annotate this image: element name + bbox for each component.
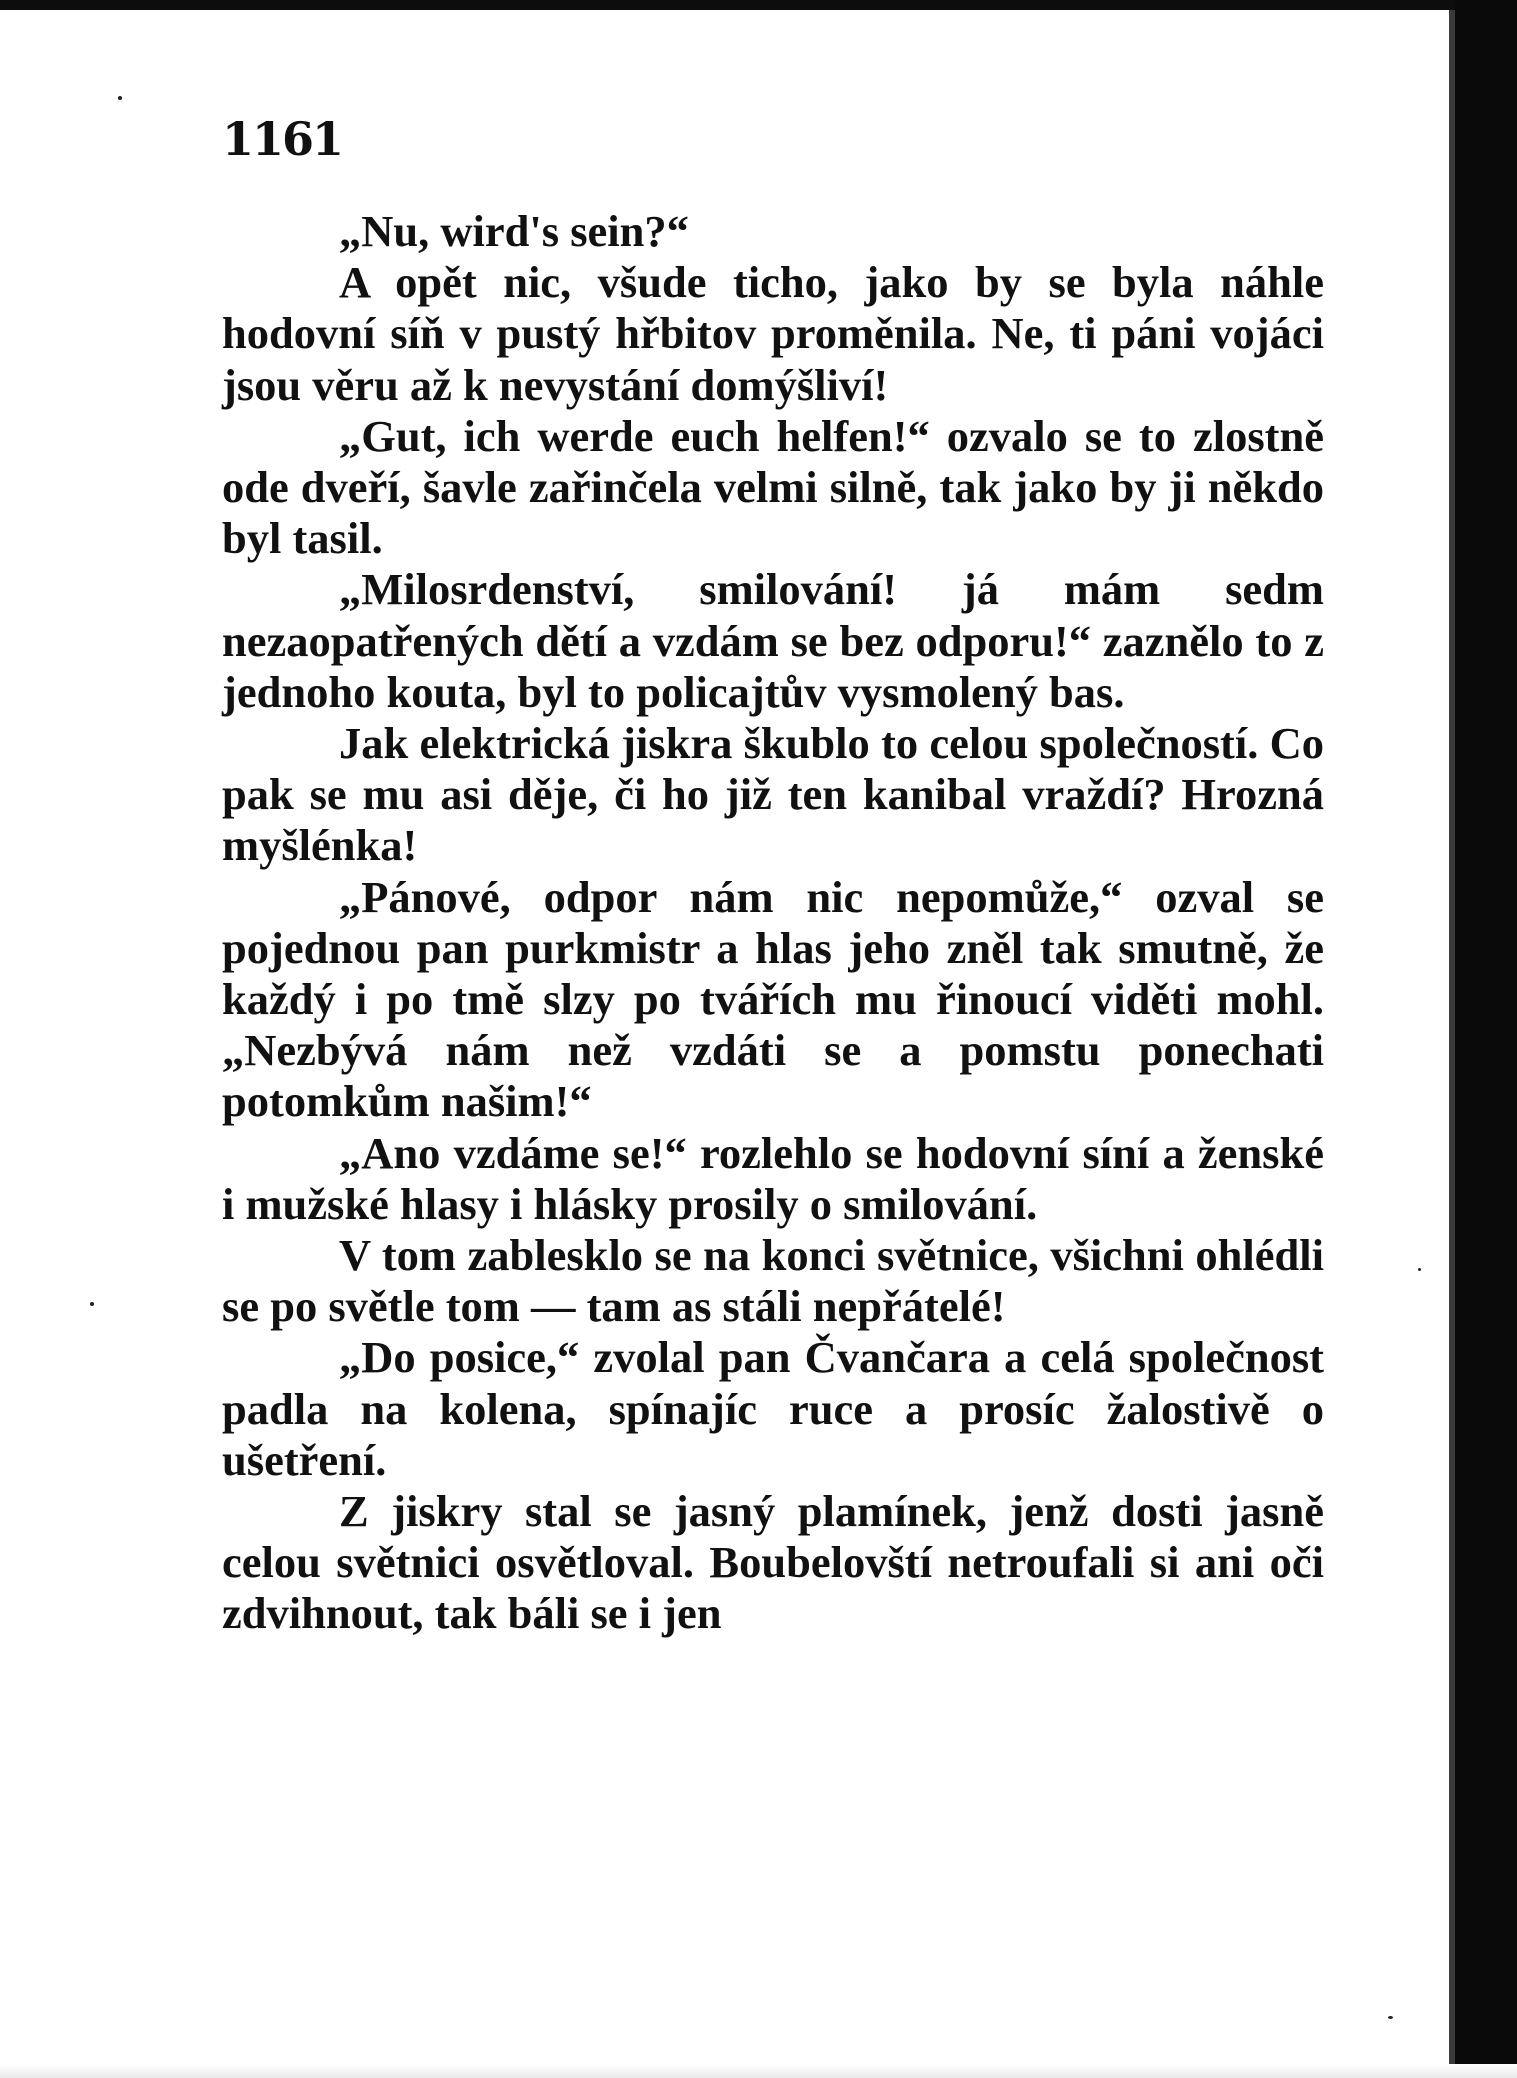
scan-speck xyxy=(90,1302,94,1306)
scan-speck xyxy=(1388,2016,1393,2019)
scan-speck xyxy=(118,96,122,100)
paragraph: „Milosrdenství, smilování! já mám sedm nezaopatřených dětí a vzdám se bez odporu!“ zaznělo to z jednoho kouta, byl to policajtův vysmolený bas. xyxy=(222,564,1324,717)
paragraph: Z jiskry stal se jasný plamínek, jenž dosti jasně celou světnici osvětloval. Boubelovští netroufali si ani oči zdvihnout, tak báli se i jen xyxy=(222,1486,1324,1639)
paragraph: „Pánové, odpor nám nic nepomůže,“ ozval se pojednou pan purkmistr a hlas jeho zněl tak smutně, že každý i po tmě slzy po tvářích mu řinoucí viděti mohl. „Nezbývá nám než vzdáti se a pomstu ponechati potomkům našim!“ xyxy=(222,871,1324,1127)
scan-speck xyxy=(1418,1268,1421,1271)
paragraph: „Nu, wird's sein?“ xyxy=(339,206,689,256)
page-number: 1161 xyxy=(222,112,343,166)
body-text xyxy=(222,206,1324,1640)
scan-border-bottom xyxy=(0,2064,1517,2078)
paragraph: Jak elektrická jiskra škublo to celou společností. Co pak se mu asi děje, či ho již ten kanibal vraždí? Hrozná myšlénka! xyxy=(222,718,1324,871)
paragraph: A opět nic, všude ticho, jako by se byla náhle hodovní síň v pustý hřbitov proměnila. Ne, ti páni vojáci jsou věru až k nevystání domýšliví! xyxy=(222,257,1324,410)
paragraph: „Ano vzdáme se!“ rozlehlo se hodovní síní a ženské i mužské hlasy i hlásky prosily o smilování. xyxy=(222,1127,1324,1229)
paragraph: V tom zablesklo se na konci světnice, všichni ohlédli se po světle tom — tam as stáli nepřátelé! xyxy=(222,1230,1324,1332)
scan-border-right xyxy=(1455,0,1517,2078)
paragraph: „Do posice,“ zvolal pan Čvančara a celá společnost padla na kolena, spínajíc ruce a prosíc žalostivě o ušetření. xyxy=(222,1332,1324,1485)
scan-border-top xyxy=(0,0,1517,10)
paragraph: „Gut, ich werde euch helfen!“ ozvalo se to zlostně ode dveří, šavle zařinčela velmi silně, tak jako by ji někdo byl tasil. xyxy=(222,410,1324,564)
